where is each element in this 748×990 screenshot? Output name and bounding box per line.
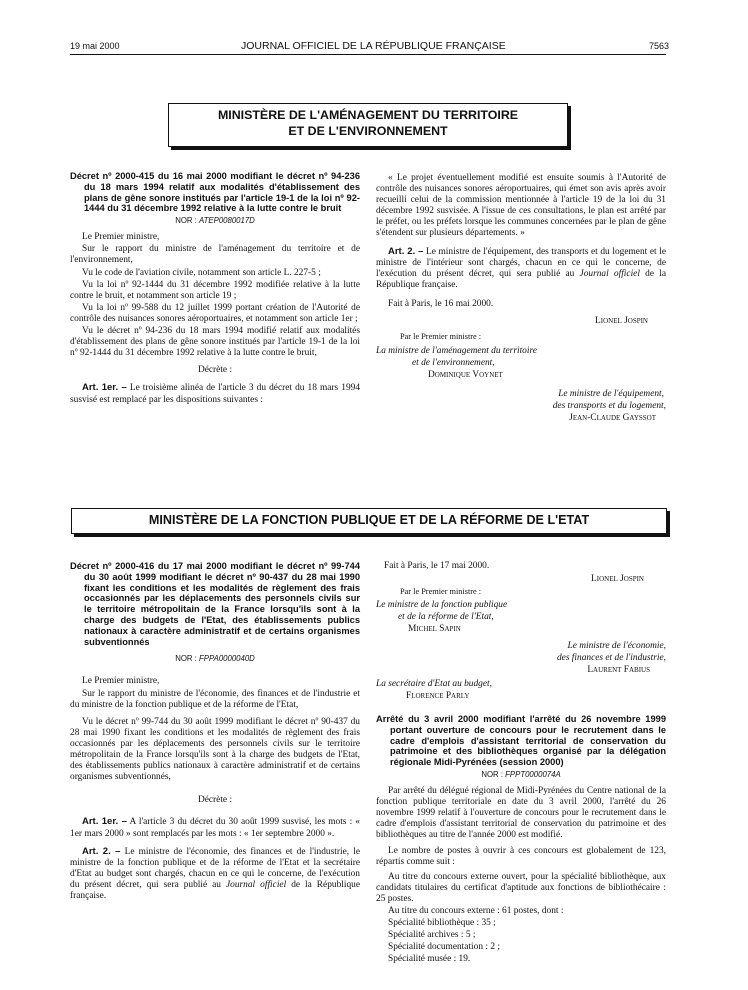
nor-label: NOR : bbox=[175, 216, 197, 226]
signatory-name: Michel Sapin bbox=[408, 624, 461, 635]
journal-officiel-ref: Journal officiel bbox=[226, 879, 287, 890]
decree-415-nor bbox=[70, 215, 360, 226]
article-text: Le ministre de l'équipement, des transports et du logement et le ministre de l'intérieur sont chargés, chacun en ce qui le concerne, de l'exécution du présent décret, qui sera publié au bbox=[376, 246, 666, 279]
paragraph: Par arrêté du délégué régional de Midi-Pyrénées du Centre national de la fonction publique territoriale en date du 3 avril 2000, l'arrêté du 26 novembre 1999 relatif à l'ouverture de concours pour le recrutement dans le cadre d'emplois d'assistant territorial de conservation du patrimoine et des bibliothèques au titre de l'année 2000 est modifié. bbox=[376, 786, 666, 841]
decree-415-column-2 bbox=[376, 173, 666, 425]
minister-title: des finances et de l'industrie, bbox=[556, 652, 666, 663]
decree-416-title: Décret nº 2000-416 du 17 mai 2000 modifiant le décret nº 99-744 du 30 août 1999 modifiant le décret nº 90-437 du 28 mai 1990 fixant les conditions et les modalités de règlement des frais occasionnés par les déplacements des personnels civils sur le territoire métropolitain de la France lorsqu'ils sont à la charge des budgets de l'Etat, des établissements publics nationaux à caractère administratif et de certains organismes subventionnés bbox=[70, 561, 360, 647]
article-text-end: de la République française. bbox=[70, 879, 361, 901]
paragraph: Sur le rapport du ministre de l'aménagement du territoire et de l'environnement, bbox=[70, 244, 360, 266]
article-2 bbox=[70, 846, 360, 902]
decree-416-nor bbox=[70, 653, 360, 664]
signatory-name: Lionel Jospin bbox=[595, 316, 648, 327]
arrete-title: Arrêté du 3 avril 2000 modifiant l'arrêté du 26 novembre 1999 portant ouverture de concours pour le recrutement dans le cadre d'emplois d'assistant territorial de conservation du patrimoine et des bibliothèques organisé par la délégation régionale Midi-Pyrénées (session 2000) bbox=[376, 714, 666, 768]
signatory-name: Laurent Fabius bbox=[587, 664, 650, 675]
article-label: Art. 1er. – bbox=[82, 382, 127, 394]
minister-title: des transports et du logement, bbox=[552, 400, 666, 411]
quoted-paragraph: « Le projet éventuellement modifié est ensuite soumis à l'Autorité de contrôle des nuisances sonores aéroportuaires, qui émet son avis après avoir recueilli celui de la commission mentionnée à l'article 19 de la loi du 31 décembre 1992 susvisée. A l'issue de ces consultations, le plan est arrêté par le préfet, ou les préfets lorsque les communes concernées par le plan de gêne s'étendent sur plusieurs départements. » bbox=[376, 173, 666, 239]
article-1 bbox=[70, 382, 360, 405]
minister-title: La secrétaire d'Etat au budget, bbox=[376, 678, 492, 689]
arrete-nor bbox=[376, 769, 666, 780]
nor-label: NOR : bbox=[481, 770, 503, 780]
signatory-intro: Par le Premier ministre : bbox=[400, 332, 482, 342]
paragraph: Le Premier ministre, bbox=[82, 232, 160, 243]
journal-title: JOURNAL OFFICIEL DE LA RÉPUBLIQUE FRANÇAISE bbox=[241, 40, 506, 52]
paragraph: Vu la loi nº 99-588 du 12 juillet 1999 portant création de l'Autorité de contrôle des nuisances sonores aéroportuaires, et notamment son article 1er ; bbox=[70, 302, 360, 324]
signatory-name: Florence Parly bbox=[406, 690, 470, 701]
article-label: Art. 1er. – bbox=[82, 816, 127, 828]
article-1 bbox=[70, 816, 360, 839]
ministry-heading-1-line1: MINISTÈRE DE L'AMÉNAGEMENT DU TERRITOIRE bbox=[217, 108, 519, 122]
paragraph: Vu le décret nº 99-744 du 30 août 1999 modifiant le décret nº 90-437 du 28 mai 1990 fixant les conditions et les modalités de règlement des frais occasionnés par les déplacements des personnels civils sur le territoire métropolitain de la France lorsqu'ils sont à la charge des budgets de l'Etat, des établissements publics nationaux à caractère administratif et de certains organismes subventionnés, bbox=[70, 716, 360, 783]
ministry-heading-2-line1: MINISTÈRE DE LA FONCTION PUBLIQUE ET DE LA RÉFORME DE L'ETAT bbox=[148, 513, 590, 527]
decrete-label: Décrète : bbox=[197, 795, 233, 806]
list-item: Spécialité archives : 5 ; bbox=[388, 930, 476, 941]
article-label: Art. 2. – bbox=[388, 245, 424, 257]
paragraph: Vu la loi nº 92-1444 du 31 décembre 1992 modifiée relative à la lutte contre le bruit, et notamment son article 19 ; bbox=[70, 279, 360, 301]
paragraph: Au titre du concours externe ouvert, pour la spécialité bibliothèque, aux candidats titulaires du certificat d'aptitude aux fonctions de bibliothécaire : 25 postes. bbox=[376, 871, 666, 904]
page-number: 7563 bbox=[649, 41, 670, 51]
signatory-name: Jean-Claude Gayssot bbox=[569, 412, 656, 423]
header-date: 19 mai 2000 bbox=[70, 41, 120, 51]
nor-label: NOR : bbox=[175, 654, 197, 664]
minister-title: et de la réforme de l'Etat, bbox=[398, 612, 494, 623]
list-item: Spécialité bibliothèque : 35 ; bbox=[388, 918, 496, 929]
article-text: Le ministre de l'économie, des finances et de l'industrie, le ministre de la fonction publique et de la réforme de l'Etat et la secrétaire d'Etat au budget sont chargés, chacun en ce qui le concerne, de l'exécution du présent décret, qui sera publié au bbox=[70, 846, 360, 890]
signatory-name: Dominique Voynet bbox=[428, 370, 503, 381]
nor-code: ATEP0080017D bbox=[199, 216, 255, 226]
article-text-end: de la République française. bbox=[376, 268, 667, 290]
header-rule bbox=[70, 54, 666, 55]
minister-title: et de l'environnement, bbox=[412, 358, 495, 369]
minister-title: Le ministre de la fonction publique bbox=[376, 600, 508, 611]
signature-date: Fait à Paris, le 16 mai 2000. bbox=[388, 298, 494, 309]
nor-code: FPPT0000074A bbox=[505, 770, 561, 780]
list-item: Spécialité documentation : 2 ; bbox=[388, 942, 500, 953]
decrete-label: Décrète : bbox=[197, 365, 233, 376]
minister-title: Le ministre de l'économie, bbox=[567, 640, 666, 651]
list-item: Spécialité musée : 19. bbox=[388, 954, 471, 965]
decree-415-column bbox=[70, 171, 360, 407]
signatory-name: Lionel Jospin bbox=[591, 574, 644, 585]
minister-title: Le ministre de l'équipement, bbox=[558, 388, 664, 399]
nor-code: FPPA0000040D bbox=[199, 654, 255, 664]
decree-416-column-2 bbox=[376, 561, 666, 967]
decree-415-title: Décret nº 2000-415 du 16 mai 2000 modifiant le décret nº 94-236 du 18 mars 1994 relatif aux modalités d'établissement des plans de gêne sonore institués par l'article 19-1 de la loi nº 92-1444 du 31 décembre 1992 relative à la lutte contre le bruit bbox=[70, 171, 360, 214]
ministry-heading-1 bbox=[168, 103, 568, 147]
article-2 bbox=[376, 246, 666, 291]
signatory-intro: Par le Premier ministre : bbox=[400, 587, 482, 597]
paragraph: Vu le décret nº 94-236 du 18 mars 1994 modifié relatif aux modalités d'établissement des plans de gêne sonore institués par l'article 19-1 de la loi nº 92-1444 du 31 décembre 1992 relative à la lutte contre le bruit, bbox=[70, 326, 360, 359]
ministry-heading-1-line2: ET DE L'ENVIRONNEMENT bbox=[288, 124, 448, 138]
ministry-heading-2 bbox=[71, 508, 667, 534]
paragraph: Le Premier ministre, bbox=[82, 676, 160, 687]
paragraph: Sur le rapport du ministre de l'économie, des finances et de l'industrie et du ministre de la fonction publique et de la réforme de l'Etat, bbox=[70, 688, 360, 710]
article-text: A l'article 3 du décret du 30 août 1999 susvisé, les mots : « 1er mars 2000 » sont remplacés par les mots : « 1er septembre 2000 ». bbox=[70, 817, 360, 839]
journal-officiel-ref: Journal officiel bbox=[579, 268, 640, 279]
decree-416-column bbox=[70, 561, 360, 903]
paragraph: Vu le code de l'aviation civile, notamment son article L. 227-5 ; bbox=[82, 267, 321, 278]
paragraph: Au titre du concours externe : 61 postes, dont : bbox=[388, 906, 564, 917]
article-text: Le troisième alinéa de l'article 3 du décret du 18 mars 1994 susvisé est remplacé par les dispositions suivantes : bbox=[70, 383, 361, 405]
article-label: Art. 2. – bbox=[82, 845, 121, 857]
paragraph: Le nombre de postes à ouvrir à ces concours est globalement de 123, répartis comme suit : bbox=[376, 845, 666, 867]
minister-title: La ministre de l'aménagement du territoire bbox=[376, 346, 537, 357]
signature-date: Fait à Paris, le 17 mai 2000. bbox=[384, 561, 490, 571]
